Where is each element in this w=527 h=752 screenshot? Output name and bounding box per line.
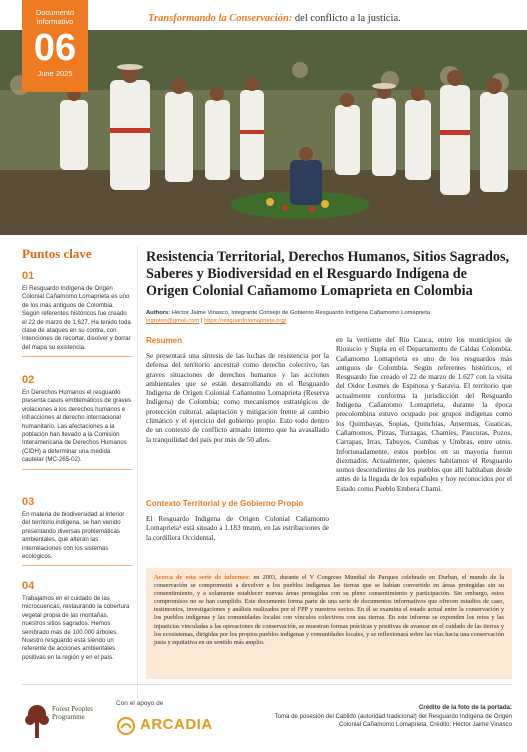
- badge-kind: Documento informativo: [35, 8, 75, 26]
- key-point-text: En Derechos Humanos el resguardo presenta casos emblemáticos de graves violaciones a los derechos humanos e infracciones al derecho internacional humanitario. Las afectaciones a la población han llevado a la Comisión Interamericana de Derechos Humanos (CIDH) a determinar una medida cautelar (MC-265-02).: [22, 389, 132, 464]
- headline-highlight: Transformando la Conservación:: [148, 13, 293, 24]
- document-title: Resistencia Territorial, Derechos Humanos, Sitios Sagrados, Saberes y Biodiversidad en el Resguardo Indígena de Origen Colonial Cañamomo Lomaprieta en Colombia: [146, 249, 510, 299]
- resumen-heading: Resumen: [146, 336, 183, 345]
- key-points-title: Puntos clave: [22, 246, 92, 261]
- series-headline: [148, 12, 401, 24]
- website-link[interactable]: https://resguardolomaprieta.org/: [203, 318, 287, 324]
- photo-credit-text: Toma de posesión del Cabildo (autoridad tradicional) del Resguardo Indígena de Origen Colonial Cañamomo Lomaprieta. Crédito: Héctor Jaime Vinasco: [274, 713, 512, 728]
- key-point-02: [22, 374, 132, 470]
- author-email-link[interactable]: ingruteo@gmail.com: [146, 318, 200, 324]
- key-point-divider: [22, 356, 132, 357]
- key-points-sidebar: [22, 246, 132, 262]
- key-point-divider: [22, 565, 132, 566]
- issue-badge: [22, 0, 88, 92]
- key-point-text: El Resguardo Indígena de Origen Colonial Cañamomo Lomaprieta es uno de los más antiguos de Colombia. Según referentes históricos fue creado el 22 de marzo de 1.627. Ha tenido toda clase de ataques en su contra, con intenciones de recortar, disolver y borrar del mapa su existencia.: [22, 285, 131, 351]
- key-point-01: [22, 270, 132, 357]
- badge-date: June 2025: [37, 69, 73, 78]
- support-label: Con el apoyo de: [116, 700, 164, 707]
- footer-divider: [22, 684, 512, 685]
- badge-number: 06: [33, 27, 77, 69]
- series-info-text: en 2003, durante el V Congreso Mundial de Parques celebrado en Durban, el mundo de la conservación se comprometió a devolver a los pueblos indígenas las tierras que se habían convertido en áreas protegidas sin su consentimiento, y a solamente establecer nuevas áreas protegidas con su pleno consentimiento y participación. Sin embargo, estos compromisos no se han cumplido. Este documento forma parte de una serie de documentos informativos que ofrecen estudios de caso, testimonios, investigaciones y análisis realizados por el FPP y nuestros socios. En él se examina el estado actual entre la conservación y los pueblos indígenas y las comunidades locales con vínculos colectivos con sus tierras. En este informe se exponden los retos y las injusticias vinculadas a las operaciones de conservación, se muestran formas prácticas y positivas de avanzar en el cuidado de las tierras y los ecosistemas, dirigidas por los propios pueblos indígenas y comunidades locales, y se reflexionará sobre las vías hacia una conservación justa y equitativa en un sentido más amplio.: [154, 574, 504, 646]
- key-point-text: Trabajamos en el cuidado de las microcuencas, restaurando la cobertura vegetal propia de las montañas, nuestros sitios sagrados. Hemos sembrado más de 100.000 árboles. Nuestro resguardo está siendo un referente de acciones ambientales positivas en la región y en el país.: [22, 595, 130, 661]
- headline-rest: del conflicto a la justicia.: [292, 13, 401, 24]
- fpp-name: Forest Peoples Programme: [52, 705, 94, 721]
- series-info-box: [146, 568, 512, 679]
- key-point-divider: [22, 469, 132, 470]
- fpp-tree-logo-icon: [24, 704, 50, 738]
- arcadia-logo-icon: [116, 716, 136, 736]
- key-point-text: En materia de biodiversidad al interior del territorio indígena, se han venido presentando diversas problemáticas ambientales, que alteran las interrelaciones con los sistemas ecológicos.: [22, 511, 125, 561]
- right-column-text: en la vertiente del Río Cauca, entre los municipios de Riosucio y Supía en el Departamento de Caldas Colombia. Cañamomo Lomaprieta es uno de los resguardos más antiguos de Colombia. Según referentes históricos, el Resguardo fue creado el 22 de marzo de 1.627 con la visita del Oidor Lesmes de Espinosa y Saravia. El territorio que actualmente conforma la jurisdicción del Resguardo Indígena Cañamomo Lomaprieta, durante la época precolombina estuvo ocupado por grupos indígenas como los Quimbayas, Sopias, Quinchias, Ansermas, Guaticas, Cañamomos, Pirzas, Turzagas, Chamíes, Paucuras, Pozos, Carrapas, Irras, Tabuyos, Cumbas y Umbras, entre otros. Infortunadamente, estos pueblos en su mayoría fueron diezmados. Actualmente, quienes habitamos el Resguardo somos descendientes de los pueblos que allí habitaban desde antes de la llegada de los españoles y hoy reconocidos por el Estado como Pueblo Embera Chamí.: [336, 336, 512, 493]
- key-point-04: [22, 580, 132, 662]
- context-heading: Contexto Territorial y de Gobierno Propio: [146, 499, 304, 508]
- sidebar-divider: [137, 246, 138, 700]
- authors-line: [146, 309, 506, 325]
- context-text: El Resguardo Indígena de Origen Colonial Cañamomo Lomaprieta¹ está situado a 1.183 msnm, en las estribaciones de la cordillera Occidental,: [146, 515, 329, 542]
- key-point-number: 04: [22, 580, 35, 592]
- key-point-number: 02: [22, 374, 35, 386]
- authors-text: Héctor Jaime Vinasco, Integrante Consejo de Gobierno Resguardo Indígena Cañamomo Lomaprieta: [170, 310, 431, 316]
- resumen-text: Se presentará una síntesis de las luchas de resistencia por la defensa del territorio ancestral como derecho colectivo, las graves situaciones de derechos humanos y las acciones ambientales que se están desarrollando en el Resguardo Indígena de Origen Colonial Cañamomo Lomaprieta (Reserva Indígena) de Colombia; como mecanismos estratégicos de protección cultural, adaptación y mitigación frente al cambio climático y el ejercicio del gobierno propio. Esto todo dentro de un contexto de conflicto armado interno que ha avasallado la tranquilidad del país por más de 50 años.: [146, 352, 329, 444]
- photo-credit-heading: Crédito de la foto de la portada:: [418, 704, 512, 711]
- key-point-03: [22, 496, 132, 566]
- authors-separator: |: [199, 318, 204, 324]
- key-point-number: 01: [22, 270, 35, 282]
- authors-label: Authors:: [146, 310, 171, 316]
- key-point-number: 03: [22, 496, 35, 508]
- series-info-paragraph: [146, 568, 512, 653]
- arcadia-wordmark: ARCADIA: [140, 716, 213, 733]
- series-info-lead: Acerca de esta serie de informes:: [154, 574, 251, 581]
